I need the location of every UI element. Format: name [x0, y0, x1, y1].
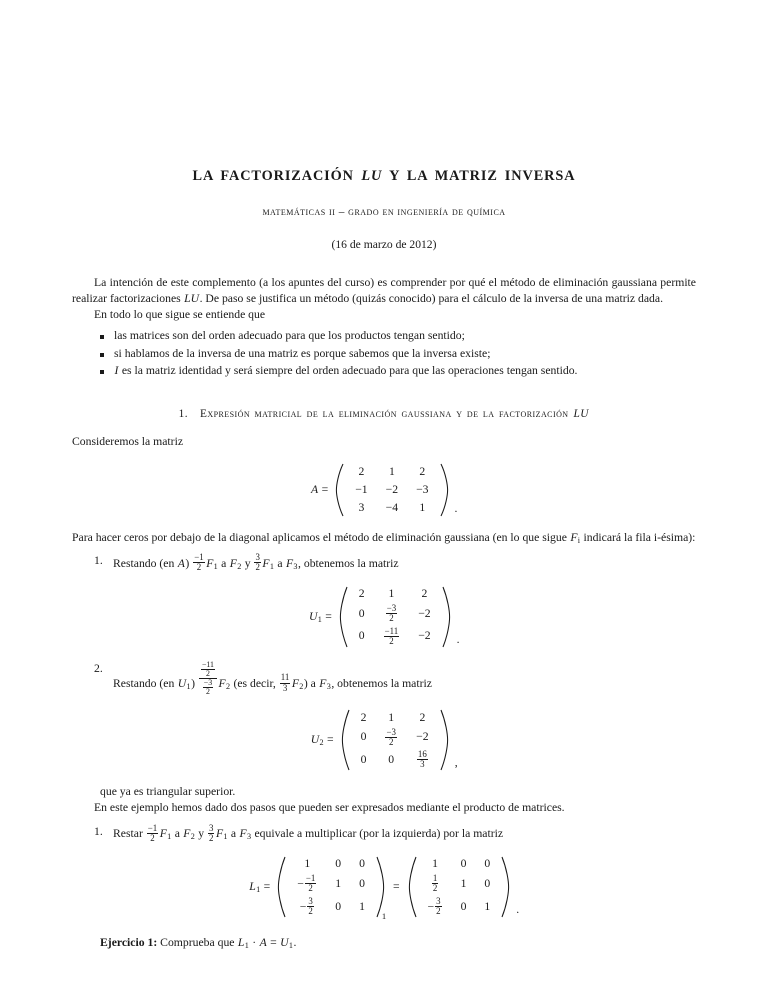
matrix-row [419, 873, 500, 896]
intro-paragraph-1 [72, 275, 696, 307]
matrix-row [346, 499, 437, 517]
assumption-2-text: si hablamos de la inversa de una matriz es porque sabemos que la inversa existe; [114, 346, 491, 360]
matrix-form-steps-list [72, 824, 696, 843]
mstep1-mid-1: a [171, 826, 183, 840]
section-heading-math-lu: LU [573, 407, 589, 420]
matrix-cell: 1 [359, 899, 365, 913]
matrix-cell: 1 [484, 899, 491, 913]
matrix-row [352, 709, 438, 726]
step2-mid-1: (es decir, [230, 676, 279, 690]
matrix-cell: 0 [358, 606, 365, 620]
matrix-a [335, 463, 448, 517]
page-number: 1 [381, 911, 387, 921]
assumptions-list [72, 328, 696, 378]
exercise-text: Comprueba que [157, 935, 238, 949]
matrix-cell: 2 [419, 710, 426, 724]
matrix-row [350, 602, 440, 625]
title-pre: LA FACTORIZACIÓN [192, 168, 361, 184]
matrix-cell: 2 [360, 710, 367, 724]
matrix-row [419, 856, 500, 873]
equation-matrix-u1 [72, 586, 696, 648]
step2-row-c: $F_3$ [319, 676, 331, 691]
matrix-cell: 0 [484, 857, 491, 871]
matrix-row [350, 625, 440, 648]
title-math-lu: LU [361, 168, 383, 184]
intro-math-lu: LU [184, 292, 200, 306]
paren-right-icon [440, 709, 449, 771]
matrix-u2-label: $U_2$ = [310, 733, 334, 748]
mstep1-fraction-2: $\frac{3}{2}$ [209, 822, 214, 843]
matrix-row [346, 481, 437, 499]
step1-fraction-1: $\frac{-1}{2}$ [194, 552, 204, 573]
mstep1-row-a: $F_1$ [159, 826, 172, 842]
matrix-u2-punct: , [454, 756, 458, 770]
matrix-u1-punct: . [456, 632, 460, 646]
step2-row-a: $F_2$ [218, 676, 231, 691]
course-subtitle: matemáticas ii – grado en ingeniería de química [262, 206, 506, 218]
cell-sign: − [297, 877, 304, 891]
triangular-note: que ya es triangular superior. [100, 785, 236, 799]
matrix-cell [374, 625, 410, 648]
document-date: (16 de marzo de 2012) [331, 238, 437, 251]
step1-mid-2: y [241, 556, 254, 570]
equation-matrix-a [72, 463, 696, 517]
step2-fraction-2: $\frac{11}{3}$ [280, 672, 290, 693]
matrix-cell: 0 [358, 629, 365, 643]
mstep1-lead: Restar [113, 826, 146, 840]
cell-sign: − [427, 900, 435, 914]
step2-matrix-ref: $U_1$ [177, 676, 191, 691]
assumption-3-text: es la matriz identidad y será siempre del orden adecuado para que las operaciones tengan sentido. [118, 363, 578, 377]
matrix-u1 [339, 586, 451, 648]
matrix-row [352, 749, 438, 772]
step1-tail: , obtenemos la matriz [298, 556, 399, 570]
document-content [72, 168, 696, 950]
list-item [100, 328, 696, 344]
matrix-cell: 0 [484, 877, 491, 891]
matrix-a-punct: . [454, 501, 458, 515]
paren-left-icon [339, 586, 348, 648]
paren-left-icon [408, 856, 417, 918]
nested-denominator-fraction: $\frac{-3}{2}$ [203, 677, 213, 697]
matrix-cell: 1 [304, 857, 311, 871]
exercise-period: . [293, 935, 297, 949]
section-1-heading [72, 408, 696, 420]
matrix-cell: 1 [419, 501, 426, 515]
matrix-cell: 0 [460, 899, 467, 913]
l1-equals-sign: = [392, 880, 400, 894]
elimination-steps-list-1 [72, 553, 696, 572]
mstep1-mid-2: y [195, 826, 208, 840]
matrix-cell: −3 [416, 483, 429, 497]
matrix-l1-left [277, 856, 385, 918]
title-post: Y LA MATRIZ INVERSA [382, 168, 576, 184]
list-item [100, 346, 696, 362]
matrix-cell: −2 [416, 730, 429, 744]
matrix-cell: 0 [360, 730, 367, 744]
matrix-cell: 0 [388, 753, 395, 767]
matrix-row [288, 856, 374, 873]
paren-left-icon [335, 463, 344, 517]
matrix-row [288, 873, 374, 896]
step1-row-d: $F_3$ [285, 556, 298, 571]
exercise-equals: = [267, 935, 280, 949]
mstep1-mid-3: a [227, 826, 240, 840]
matrix-cell: 1 [388, 465, 395, 479]
step1-mid-3: a [274, 556, 286, 570]
exercise-1 [100, 936, 696, 950]
intro-paragraph-2: En todo lo que sigue se entiende que [94, 308, 266, 322]
cell-fraction: $\frac{3}{2}$ [308, 895, 313, 917]
matrix-row [346, 463, 437, 481]
assumption-3-math-i: I [114, 363, 119, 377]
elim-text-part1: Para hacer ceros por debajo de la diagonal aplicamos el método de eliminación gaussiana (en lo que sigue [72, 530, 570, 544]
step1-mid-1: a [218, 556, 230, 570]
elim-text-part2: indicará la fila i-ésima): [580, 530, 696, 544]
matrix-cell: −2 [418, 629, 431, 643]
matrix-cell: 1 [432, 857, 438, 871]
matrix-row [350, 586, 440, 603]
matrix-l1-right [408, 856, 511, 918]
matrix-cell [288, 873, 326, 896]
assumption-1-text: las matrices son del orden adecuado para que los productos tengan sentido; [114, 329, 465, 343]
matrix-cell: −2 [418, 606, 431, 620]
matrix-cell [375, 726, 406, 749]
paren-left-icon [341, 709, 350, 771]
cell-fraction: $\frac{16}{3}$ [417, 749, 427, 770]
matrix-cell: 2 [419, 465, 426, 479]
step1-row-c: $F_1$ [262, 556, 274, 571]
exercise-dot: · [249, 935, 260, 949]
matrix-row [352, 726, 438, 749]
matrix-cell: 0 [360, 753, 367, 767]
matrix-l1-right-body [419, 856, 500, 918]
step1-row-b: $F_2$ [229, 556, 242, 571]
paren-right-icon [440, 463, 449, 517]
matrix-cell: −2 [385, 483, 399, 497]
exercise-math-a: A [259, 935, 267, 949]
matrix-cell: 1 [388, 710, 395, 724]
matrix-cell: 0 [359, 857, 365, 871]
cell-fraction: $\frac{-11}{2}$ [384, 625, 399, 646]
mstep1-tail: equivale a multiplicar (por la izquierda) por la matriz [251, 826, 504, 840]
paren-left-icon [277, 856, 286, 918]
step1-row-a: $F_1$ [206, 556, 218, 571]
intro-text-part1: La intención de este complemento (a los apuntes del curso) es comprender por qué el método de eliminación gaussiana permite realizar factorizaciones [72, 276, 696, 306]
matrix-cell [419, 873, 452, 896]
nested-numerator-fraction: $\frac{-11}{2}$ [201, 659, 215, 678]
matrix-cell: 2 [421, 587, 428, 601]
step2-lead-close: ) [191, 676, 198, 690]
matrix-u2 [341, 709, 449, 771]
matrix-cell [374, 602, 410, 625]
paren-right-icon [376, 856, 385, 918]
product-of-matrices-note: En este ejemplo hemos dado dos pasos que pueden ser expresados mediante el producto de matrices. [94, 801, 565, 815]
matrix-cell: 3 [358, 501, 365, 515]
list-item [94, 824, 696, 843]
exercise-math-u1: $U_1$ [280, 935, 293, 950]
mstep1-fraction-1: $\frac{-1}{2}$ [147, 822, 158, 843]
matrix-cell: −1 [355, 483, 368, 497]
list-item [100, 363, 696, 379]
step2-tail: , obtenemos la matriz [331, 676, 432, 690]
matrix-u1-label: $U_1$ = [308, 609, 332, 624]
consider-matrix-line: Consideremos la matriz [72, 434, 184, 448]
matrix-cell: 0 [335, 857, 342, 871]
cell-fraction: $\frac{-1}{2}$ [305, 873, 316, 894]
matrix-cell: 0 [460, 857, 467, 871]
matrix-cell: 1 [335, 877, 342, 891]
mstep1-row-d: $F_3$ [239, 826, 252, 842]
list-item [94, 553, 696, 572]
section-number: 1. [178, 407, 188, 420]
equation-matrix-u2 [72, 709, 696, 771]
step2-lead: Restando (en [113, 676, 178, 690]
matrix-cell [407, 749, 438, 772]
matrix-l1-punct: . [516, 902, 520, 916]
matrix-cell: 0 [359, 877, 365, 891]
matrix-a-body [346, 463, 437, 517]
exercise-label: Ejercicio 1: [100, 935, 158, 949]
cell-fraction: $\frac{3}{2}$ [436, 895, 441, 917]
step1-lead: Restando (en [113, 556, 178, 570]
step2-row-b: $F_2$ [291, 676, 304, 691]
matrix-cell: 1 [388, 587, 395, 601]
paren-right-icon [501, 856, 510, 918]
paren-right-icon [442, 586, 451, 648]
matrix-l1-left-body [288, 856, 374, 918]
matrix-a-label: A = [311, 483, 329, 497]
matrix-u1-body [350, 586, 440, 648]
cell-fraction: $\frac{-3}{2}$ [386, 726, 396, 747]
cell-sign: − [299, 900, 307, 914]
elim-math-f: $F_i$ [570, 530, 581, 546]
matrix-cell: −4 [385, 501, 399, 515]
step1-fraction-2: $\frac{3}{2}$ [255, 552, 260, 573]
step1-matrix-ref: A [177, 556, 185, 570]
section-heading-text: Expresión matricial de la eliminación gaussiana y de la factorización [200, 407, 574, 420]
elimination-intro-paragraph [72, 530, 696, 546]
mstep1-row-c: $F_1$ [215, 826, 228, 842]
cell-fraction: $\frac{-3}{2}$ [386, 603, 397, 624]
matrix-cell: 0 [335, 899, 342, 913]
page-title [72, 168, 696, 185]
mstep1-row-b: $F_2$ [183, 826, 195, 842]
elimination-steps-list-2 [72, 661, 696, 697]
step2-nested-fraction [199, 661, 217, 697]
equation-matrix-l1 [72, 856, 696, 918]
matrix-l1-label: $L_1$ = [249, 879, 271, 894]
step1-lead-close: ) [185, 556, 193, 570]
intro-text-part2: . De paso se justifica un método (quizás conocido) para el cálculo de la inversa de una matriz dada. [199, 292, 663, 306]
matrix-cell: 1 [460, 877, 467, 891]
matrix-cell: 2 [358, 465, 365, 479]
matrix-cell: 2 [358, 587, 365, 601]
step2-mid-2: ) a [303, 676, 319, 690]
matrix-u2-body [352, 709, 438, 771]
exercise-math-l1: $L_1$ [237, 935, 249, 950]
list-item [94, 661, 696, 697]
cell-fraction: $\frac{1}{2}$ [432, 873, 438, 894]
